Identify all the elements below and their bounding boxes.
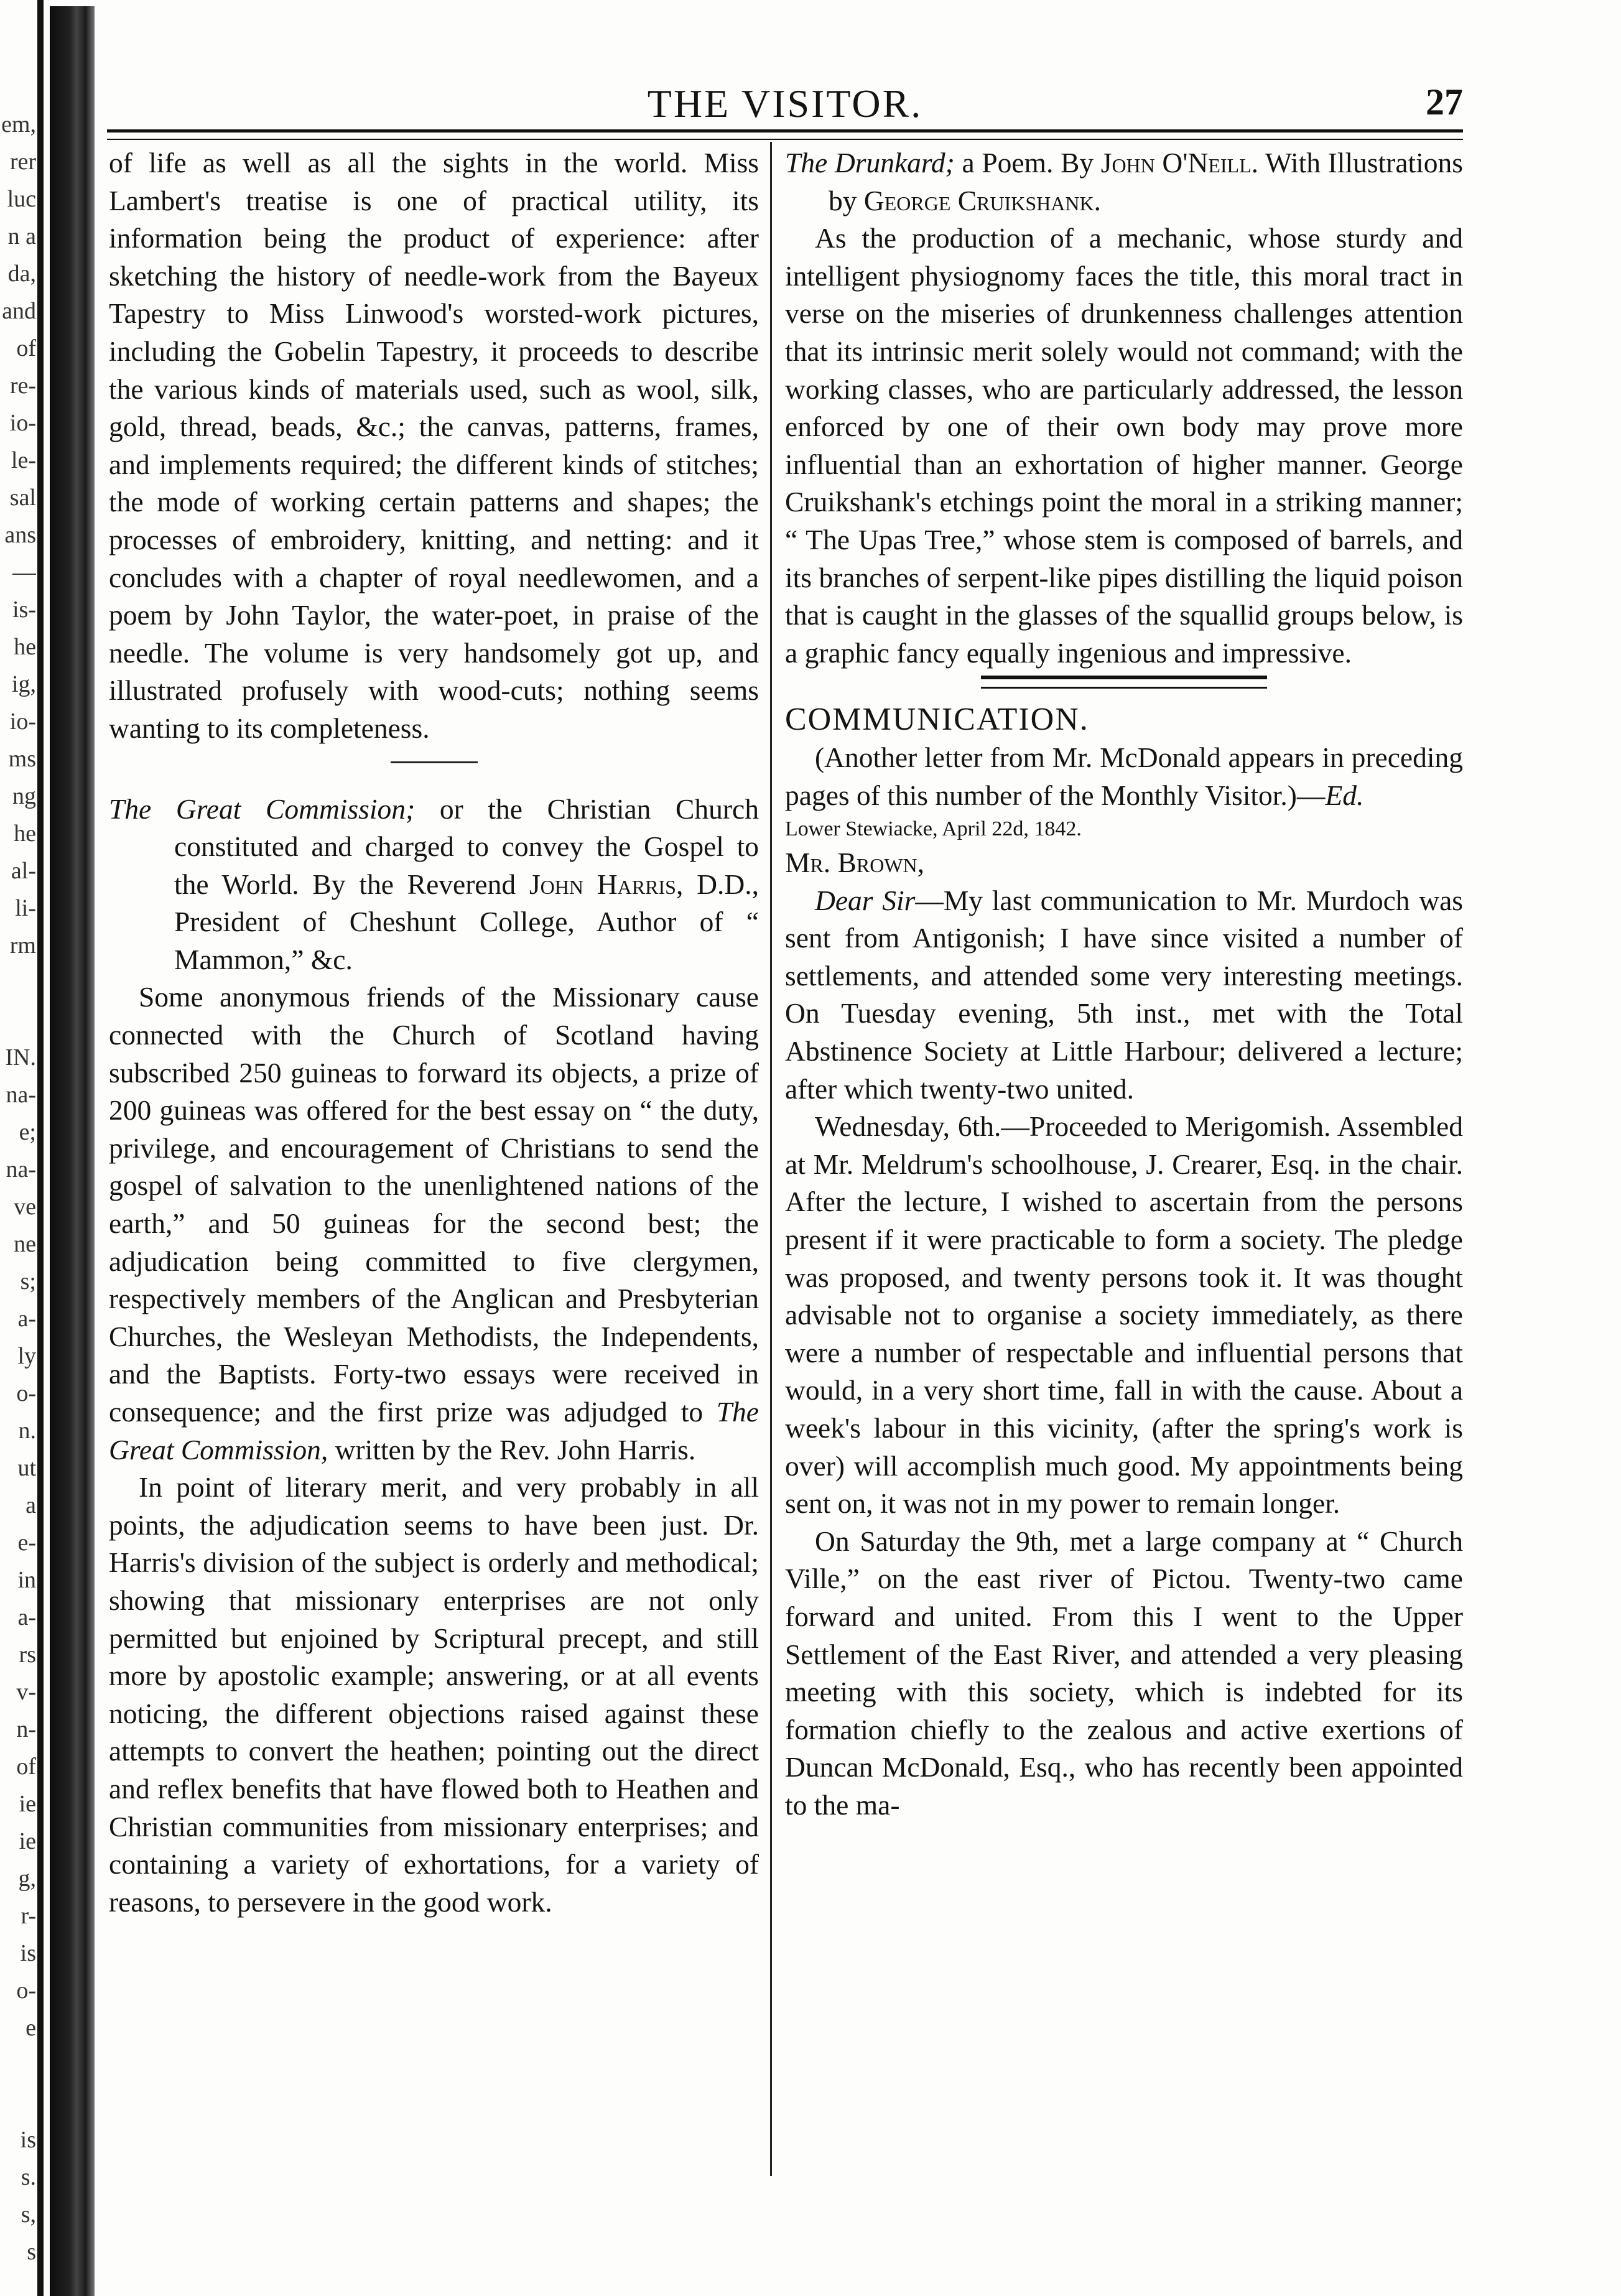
margin-fragment: e; (19, 1119, 36, 1145)
margin-fragment: o- (16, 1380, 36, 1406)
margin-fragment: ans (4, 522, 36, 548)
page-number: 27 (1426, 81, 1463, 123)
margin-fragment (0, 1002, 36, 1039)
margin-fragment: ng (12, 783, 36, 809)
margin-fragment: ms (8, 746, 36, 772)
binding-edge (37, 0, 44, 2296)
letter-paragraph: Dear Sir—My last communication to Mr. Murdoch was sent from Antigonish; I have since visited a number of settlements, and attended some very interesting meetings. On Tuesday evening, 5th inst., met with the Total Abstinence Society at Little Harbour; delivered a lecture; after which twenty-two united. (785, 884, 1463, 1105)
margin-fragment: io- (9, 709, 36, 735)
book-spine-gutter (50, 6, 95, 2296)
margin-fragment: is (20, 2127, 36, 2153)
running-title: THE VISITOR. (647, 81, 923, 126)
margin-fragment: na- (6, 1082, 36, 1108)
margin-fragment: rer (9, 149, 36, 175)
margin-fragment: g, (18, 1866, 36, 1892)
margin-fragment: ig, (11, 671, 36, 697)
review-continuation-paragraph: of life as well as all the sights in the world. Miss Lambert's treatise is one of practical utility, its information being the product of experience: after sketching the history of needle-work from the Bayeux Tapestry to Miss Linwood's worsted-work pictures, including the Gobelin Tapestry, it proceeds to describe the various kinds of materials used, such as wool, silk, gold, thread, beads, &c.; the canvas, patterns, frames, and implements required; the different kinds of stitches; the mode of working certain patterns and shapes; the processes of embroidery, knitting, and netting: and it concludes with a chapter of royal needlewomen, and a poem by John Taylor, the water-poet, in praise of the needle. The volume is very handsomely got up, and illustrated profusely with wood-cuts; nothing seems wanting to its completeness. (109, 147, 759, 744)
margin-fragment (0, 964, 36, 1002)
margin-fragment: he (14, 634, 36, 660)
letter-salutation: Mr. Brown, (785, 847, 925, 879)
margin-fragment: e- (17, 1530, 36, 1556)
margin-fragment: r- (21, 1903, 36, 1929)
header-rule (107, 129, 1463, 140)
margin-fragment: s. (21, 2164, 36, 2190)
review-paragraph: Some anonymous friends of the Missionary cause connected with the Church of Scotland having subscribed 250 guineas to forward its objects, a prize of 200 guineas was offered for the best essay on “ the duty, privilege, and encouragement of Christians to send the gospel of salvation to the unenlightened nations of the earth,” and 50 guineas for the second best; the adjudication being committed to five clergymen, respectively members of the Anglican and Presbyterian Churches, the Wesleyan Methodists, the Independents, and the Baptists. Forty-two essays were received in consequence; and the first prize was adjudged to The Great Commission, written by the Rev. John Harris. (109, 981, 759, 1466)
margin-fragment: n- (16, 1716, 36, 1742)
illustrator-name: George Cruikshank (863, 184, 1094, 216)
margin-fragment: na- (6, 1156, 36, 1183)
margin-fragment: rs (19, 1642, 36, 1668)
column-divider (770, 142, 772, 2176)
margin-fragment: rm (9, 932, 36, 959)
letter-paragraph: Wednesday, 6th.—Proceeded to Merigomish. Assembled at Mr. Meldrum's schoolhouse, J. Crearer, Esq. in the chair. After the lecture, I wished to ascertain from the persons present if it were practicable to form a society. The pledge was proposed, and twenty persons took it. It was thought advisable not to organise a society immediately, as there were a number of respectable and influential persons that would, in a very short time, fall in with the cause. About a week's labour in this vicinity, (after the spring's work is over) will accomplish much good. My appointments being sent on, it was not in my power to remain longer. (785, 1110, 1463, 1520)
margin-fragment: ne (14, 1231, 36, 1257)
review-heading-great-commission: The Great Commission; or the Christian Church constituted and charged to convey the Gospel to the World. By the Reverend John Harris, D.D., President of Cheshunt College, Author of “ Mammon,” &c. (109, 792, 759, 975)
margin-fragment: al- (11, 858, 36, 884)
margin-fragment: ve (14, 1194, 36, 1220)
page-header (107, 81, 1463, 124)
margin-fragment (0, 2084, 36, 2121)
margin-fragment: n a (7, 223, 36, 249)
margin-fragment: s (27, 2239, 36, 2265)
margin-fragment: — (12, 559, 36, 585)
margin-fragment: IN. (5, 1044, 36, 1071)
author-name: John Harris (529, 868, 676, 900)
letter-paragraph: On Saturday the 9th, met a large company at “ Church Ville,” on the east river of Pictou. Twenty-two came forward and united. From this I went to the Upper Settlement of the East River, and attended a very pleasing meeting with this society, which is indebted for its formation chiefly to the zealous and active exertions of Duncan McDonald, Esq., who has recently been appointed to the ma- (785, 1525, 1463, 1821)
margin-fragment: io- (9, 410, 36, 436)
review-heading-drunkard: The Drunkard; a Poem. By John O'Neill. With Illustrations by George Cruikshank. (785, 147, 1464, 216)
margin-fragment: sal (9, 485, 36, 511)
margin-fragment: re- (9, 373, 36, 399)
section-separator (391, 761, 478, 763)
margin-fragment: a (26, 1492, 36, 1518)
margin-fragment: of (16, 335, 36, 361)
margin-fragment: luc (7, 186, 36, 212)
margin-fragment: s; (20, 1268, 36, 1294)
margin-fragment (0, 2047, 36, 2084)
right-column (785, 144, 1463, 1824)
margin-fragment: da, (7, 261, 36, 287)
margin-fragment: he (14, 820, 36, 847)
margin-fragment: a- (17, 1306, 36, 1332)
editor-note: (Another letter from Mr. McDonald appears in preceding pages of this number of the Monthly Visitor.)—Ed. (785, 741, 1463, 811)
margin-fragment: v- (16, 1679, 36, 1705)
margin-fragment: is- (12, 597, 36, 623)
author-name: John O'Neill (1100, 147, 1252, 179)
margin-fragment: em, (1, 111, 36, 137)
margin-fragment: s, (21, 2201, 36, 2228)
section-separator-thick (981, 676, 1267, 689)
margin-fragment: a- (17, 1604, 36, 1630)
margin-fragment: ie (19, 1828, 36, 1854)
margin-fragment: o- (16, 1978, 36, 2004)
margin-fragment: li- (15, 895, 36, 921)
margin-fragment: is (20, 1940, 36, 1966)
margin-fragment: in (17, 1567, 36, 1593)
review-paragraph: In point of literary merit, and very probably in all points, the adjudication seems to have been just. Dr. Harris's division of the subject is orderly and methodical; showing that missionary enterprises are not only permitted but enjoined by Scriptural precept, and still more by apostolic example; answering, or at all events noticing, the different objections raised against these attempts to convert the heathen; pointing out the direct and reflex benefits that have flowed both to Heathen and Christian communities from missionary enterprises; and containing a variety of exhortations, for a variety of reasons, to persevere in the good work. (109, 1471, 759, 1918)
left-column (109, 144, 759, 1921)
margin-fragment: ut (17, 1455, 36, 1481)
margin-fragment: e (26, 2015, 36, 2041)
facing-page-margin (0, 106, 36, 2265)
section-heading: COMMUNICATION. (785, 702, 1089, 738)
margin-fragment: ly (17, 1343, 36, 1369)
margin-fragment: of (16, 1754, 36, 1780)
review-paragraph: As the production of a mechanic, whose sturdy and intelligent physiognomy faces the title, this moral tract in verse on the miseries of drunkenness challenges attention that its intrinsic merit solely would not command; with the working classes, who are particularly addressed, the lesson enforced by one of their own body may prove more influential than an exhortation of higher manner. George Cruikshank's etchings point the moral in a striking manner; “ The Upas Tree,” whose stem is composed of barrels, and its branches of serpent-like pipes distilling the liquid poison that is caught in the glasses of the squallid groups below, is a graphic fancy equally ingenious and impressive. (785, 222, 1463, 669)
margin-fragment: ie (19, 1791, 36, 1817)
letter-dateline: Lower Stewiacke, April 22d, 1842. (785, 817, 1082, 841)
margin-fragment: and (2, 298, 36, 324)
margin-fragment: le- (11, 447, 36, 473)
margin-fragment: n. (18, 1418, 36, 1444)
